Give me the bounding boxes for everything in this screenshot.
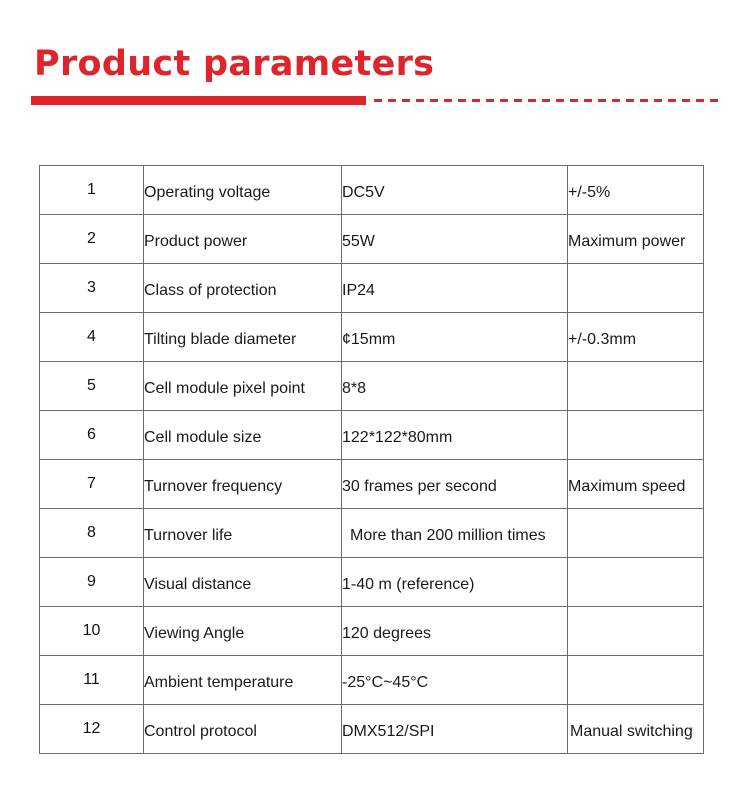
parameter-value-cell [342, 607, 568, 656]
title-underline-bar [31, 96, 366, 105]
parameter-note-cell [568, 411, 704, 460]
page-title: Product parameters [34, 44, 435, 84]
parameter-name: Class of protection [144, 282, 277, 299]
table-row [40, 411, 704, 460]
row-number: 9 [40, 558, 144, 607]
parameter-note-cell [568, 607, 704, 656]
row-number: 3 [40, 264, 144, 313]
parameter-value-cell [342, 460, 568, 509]
row-number: 10 [40, 607, 144, 656]
parameter-value: -25°C~45°C [342, 674, 429, 691]
parameter-name: Visual distance [144, 576, 252, 593]
row-number: 11 [40, 656, 144, 705]
parameter-name: Cell module size [144, 429, 262, 446]
parameter-value: 122*122*80mm [342, 429, 453, 446]
parameter-value: 55W [342, 233, 375, 250]
table-row [40, 656, 704, 705]
table-row [40, 166, 704, 215]
parameter-note-cell [568, 656, 704, 705]
parameter-name-cell [144, 705, 342, 754]
parameter-value: 8*8 [342, 380, 367, 397]
parameter-value-cell [342, 705, 568, 754]
parameter-name: Ambient temperature [144, 674, 294, 691]
parameter-note: +/-0.3mm [568, 331, 637, 348]
row-number: 5 [40, 362, 144, 411]
parameters-table [39, 165, 704, 754]
parameter-value: DC5V [342, 184, 385, 201]
parameter-note-cell [568, 362, 704, 411]
parameter-value: More than 200 million times [350, 527, 546, 544]
row-number: 1 [40, 166, 144, 215]
parameter-value-cell [342, 264, 568, 313]
table-row [40, 509, 704, 558]
row-number: 8 [40, 509, 144, 558]
parameter-name: Turnover life [144, 527, 233, 544]
row-number: 7 [40, 460, 144, 509]
parameter-name-cell [144, 215, 342, 264]
parameter-value: DMX512/SPI [342, 723, 435, 740]
row-number: 4 [40, 313, 144, 362]
parameter-name-cell [144, 264, 342, 313]
table-row [40, 460, 704, 509]
parameter-note-cell [568, 460, 704, 509]
table-row [40, 313, 704, 362]
parameter-value-cell [342, 166, 568, 215]
parameter-name-cell [144, 166, 342, 215]
parameter-name: Tilting blade diameter [144, 331, 297, 348]
parameter-value-cell [342, 509, 568, 558]
row-number: 6 [40, 411, 144, 460]
parameter-value-cell [342, 362, 568, 411]
parameter-note: Maximum power [568, 233, 686, 250]
parameter-value: 30 frames per second [342, 478, 497, 495]
table-row [40, 607, 704, 656]
parameter-value-cell [342, 411, 568, 460]
parameter-name-cell [144, 313, 342, 362]
parameter-name-cell [144, 509, 342, 558]
parameter-name: Cell module pixel point [144, 380, 305, 397]
parameter-name-cell [144, 362, 342, 411]
parameter-value: 120 degrees [342, 625, 431, 642]
table-row [40, 264, 704, 313]
parameter-note-cell [568, 215, 704, 264]
parameters-table-body [40, 166, 704, 754]
parameter-name-cell [144, 460, 342, 509]
table-row [40, 705, 704, 754]
parameter-note: Manual switching [570, 723, 693, 740]
parameter-name: Turnover frequency [144, 478, 283, 495]
parameter-note: +/-5% [568, 184, 611, 201]
parameter-value: ¢15mm [342, 331, 396, 348]
parameter-note-cell [568, 558, 704, 607]
parameter-note-cell [568, 705, 704, 754]
parameter-name-cell [144, 656, 342, 705]
parameter-note-cell [568, 313, 704, 362]
parameter-name-cell [144, 607, 342, 656]
parameter-name: Control protocol [144, 723, 257, 740]
parameter-name-cell [144, 411, 342, 460]
parameter-value-cell [342, 558, 568, 607]
row-number: 12 [40, 705, 144, 754]
parameter-value: 1-40 m (reference) [342, 576, 475, 593]
parameter-note-cell [568, 264, 704, 313]
table-row [40, 215, 704, 264]
parameter-note-cell [568, 509, 704, 558]
parameter-name: Product power [144, 233, 248, 250]
table-row [40, 362, 704, 411]
parameter-value-cell [342, 215, 568, 264]
parameter-value-cell [342, 313, 568, 362]
parameter-note-cell [568, 166, 704, 215]
parameter-name: Viewing Angle [144, 625, 245, 642]
row-number: 2 [40, 215, 144, 264]
parameter-value: IP24 [342, 282, 375, 299]
parameter-name: Operating voltage [144, 184, 271, 201]
title-dashed-divider [374, 99, 722, 102]
table-row [40, 558, 704, 607]
parameter-name-cell [144, 558, 342, 607]
parameter-note: Maximum speed [568, 478, 686, 495]
parameter-value-cell [342, 656, 568, 705]
